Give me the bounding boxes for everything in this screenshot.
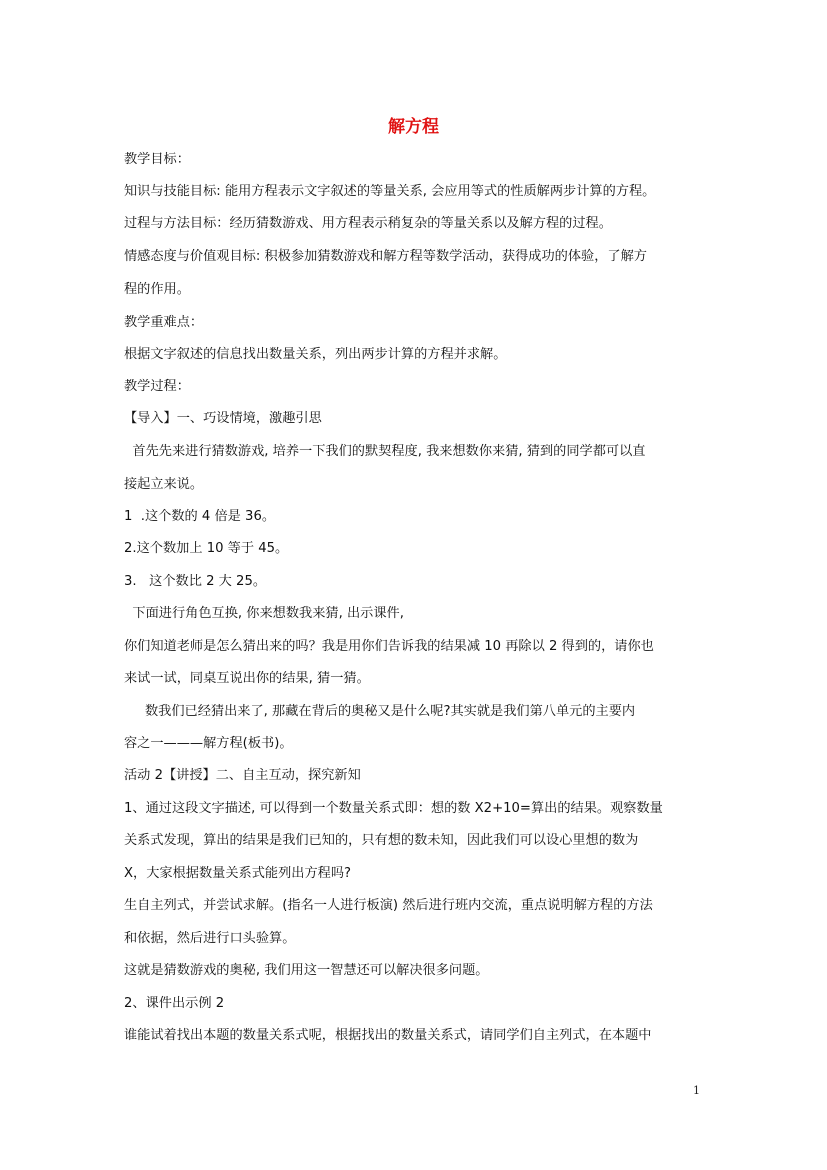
text-line: 你们知道老师是怎么猜出来的吗？我是用你们告诉我的结果减 10 再除以 2 得到的，请你也: [124, 639, 654, 654]
text-line: 谁能试着找出本题的数量关系式呢，根据找出的数量关系式，请同学们自主列式，在本题中: [124, 1028, 652, 1043]
text-line: 3. 这个数比 2 大 25。: [124, 574, 267, 589]
text-line: 根据文字叙述的信息找出数量关系，列出两步计算的方程并求解。: [124, 347, 507, 362]
text-line: 关系式发现，算出的结果是我们已知的，只有想的数未知，因此我们可以设心里想的数为: [124, 833, 639, 848]
text-line: 活动 2【讲授】二、自主互动，探究新知: [124, 768, 361, 783]
text-line: 和依据，然后进行口头验算。: [124, 931, 296, 946]
text-line: 知识与技能目标: 能用方程表示文字叙述的等量关系, 会应用等式的性质解两步计算的方程。: [124, 184, 656, 199]
page-title: 解方程: [388, 117, 439, 137]
text-line: 来试一试，同桌互说出你的结果, 猜一猜。: [124, 671, 370, 686]
text-line: 2.这个数加上 10 等于 45。: [124, 541, 289, 556]
text-line: X，大家根据数量关系式能列出方程吗?: [124, 866, 352, 881]
text-line: 数我们已经猜出来了, 那藏在背后的奥秘又是什么呢?其实就是我们第八单元的主要内: [124, 704, 636, 719]
text-line: 2、课件出示例 2: [124, 996, 225, 1011]
text-line: 【导入】一、巧设情境，激趣引思: [124, 411, 322, 426]
text-line: 1、通过这段文字描述, 可以得到一个数量关系式即：想的数 X2+10=算出的结果。观察数量: [124, 801, 663, 816]
text-line: 1 .这个数的 4 倍是 36。: [124, 509, 276, 524]
text-line: 教学过程：: [124, 379, 190, 394]
page-number: 1: [693, 1084, 700, 1097]
text-line: 容之一———解方程(板书)。: [124, 736, 293, 751]
text-line: 教学重难点：: [124, 315, 204, 330]
text-line: 下面进行角色互换, 你来想数我来猜, 出示课件,: [124, 606, 404, 621]
text-line: 这就是猜数游戏的奥秘, 我们用这一智慧还可以解决很多问题。: [124, 963, 489, 978]
text-line: 接起立来说。: [124, 477, 204, 492]
text-line: 程的作用。: [124, 282, 190, 297]
text-line: 生自主列式，并尝试求解。(指名一人进行板演) 然后进行班内交流，重点说明解方程的方法: [124, 898, 653, 913]
text-line: 过程与方法目标：经历猜数游戏、用方程表示稍复杂的等量关系以及解方程的过程。: [124, 216, 612, 231]
text-line: 教学目标：: [124, 152, 190, 167]
text-line: 情感态度与价值观目标: 积极参加猜数游戏和解方程等数学活动，获得成功的体验，了解方: [124, 249, 647, 264]
text-line: 首先先来进行猜数游戏, 培养一下我们的默契程度, 我来想数你来猜, 猜到的同学都可以直: [124, 444, 646, 459]
